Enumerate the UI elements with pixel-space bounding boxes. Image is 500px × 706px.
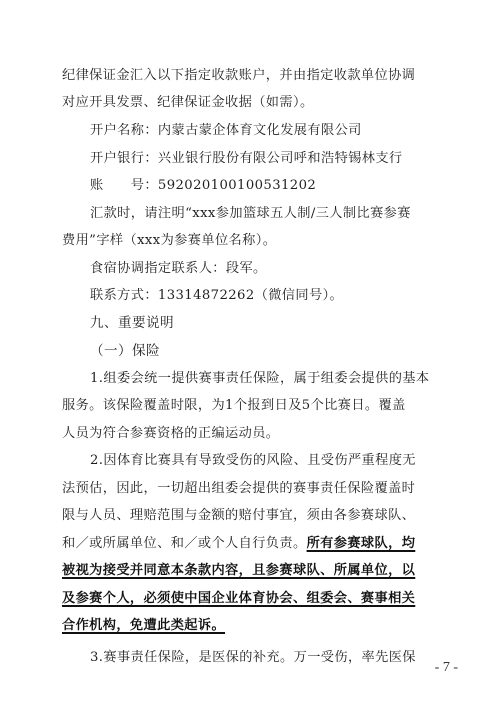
paragraph-line: 3.赛事责任保险，是医保的补充。万一受伤，率先医保	[90, 650, 416, 665]
page-number: - 7 -	[434, 660, 458, 675]
paragraph-line: 2.因体育比赛具有导致受伤的风险、且受伤严重程度无	[90, 453, 416, 468]
paragraph-line: 费用”字样（xxx为参赛单位名称）。	[62, 233, 277, 248]
emphasis-line: 合作机构，免遭此类起诉。	[62, 618, 226, 633]
paragraph-line: 汇款时，请注明“xxx参加篮球五人制/三人制比赛参赛	[90, 206, 411, 221]
paragraph-line: 对应开具发票、纪律保证金收据（如需）。	[62, 95, 314, 110]
plain-text: 和／或所属单位、和／或个人自行负责。	[62, 536, 307, 551]
account-name-line: 开户名称：内蒙古蒙企体育文化发展有限公司	[90, 123, 362, 138]
paragraph-line: 服务。该保险覆盖时限，为1个报到日及5个比赛日。覆盖	[62, 398, 406, 413]
paragraph-line: 法预估，因此，一切超出组委会提供的赛事责任保险覆盖时	[62, 481, 416, 496]
emphasis-line: 及参赛个人，必须使中国企业体育协会、组委会、赛事相关	[62, 591, 416, 606]
paragraph-line: 1.组委会统一提供赛事责任保险，属于组委会提供的基本	[90, 371, 430, 386]
paragraph-line: 限与人员、理赔范围与金额的赔付事宜，须由各参赛球队、	[62, 508, 416, 523]
emphasis-line: 被视为接受并同意本条款内容，且参赛球队、所属单位，以	[62, 563, 416, 578]
subsection-heading: （一）保险	[90, 343, 160, 359]
account-number-line: 账 号：592020100100531202	[90, 178, 317, 193]
paragraph-line: 人员为符合参赛资格的正编运动员。	[62, 426, 280, 441]
paragraph-line	[62, 534, 415, 554]
contact-person-line: 食宿协调指定联系人：段军。	[90, 261, 267, 276]
emphasis-text: 所有参赛球队，均	[306, 536, 416, 551]
bank-line: 开户银行：兴业银行股份有限公司呼和浩特锡林支行	[90, 151, 403, 166]
section-heading: 九、重要说明	[90, 315, 174, 331]
contact-phone-line: 联系方式：13314872262（微信同号）。	[90, 288, 344, 303]
paragraph-line: 纪律保证金汇入以下指定收款账户，并由指定收款单位协调	[62, 68, 416, 83]
